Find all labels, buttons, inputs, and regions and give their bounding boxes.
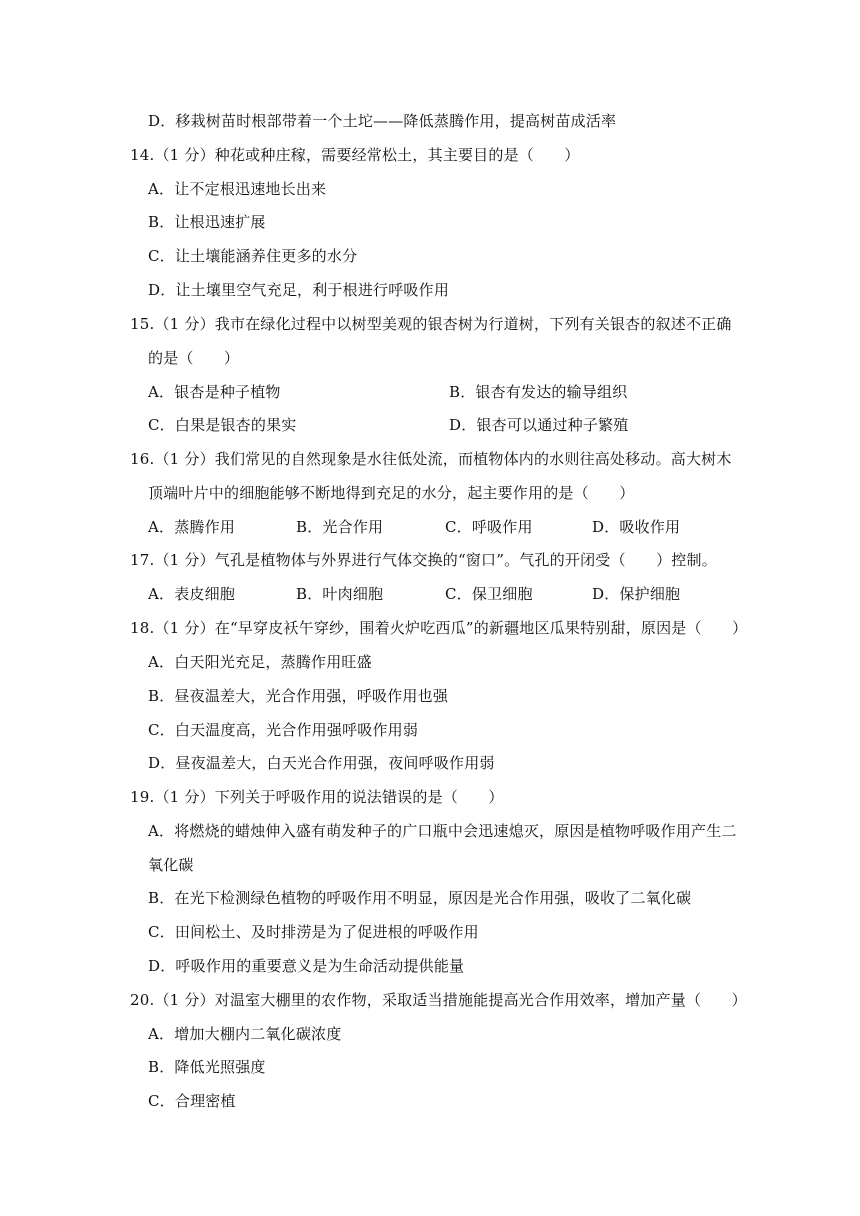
- q19-option-c: C．田间松土、及时排涝是为了促进根的呼吸作用: [148, 923, 479, 941]
- q19-option-d: D．呼吸作用的重要意义是为生命活动提供能量: [148, 957, 465, 975]
- q17-option-a: A．表皮细胞: [148, 585, 236, 603]
- q16-stem: 16.（1 分）我们常见的自然现象是水往低处流，而植物体内的水则往高处移动。高大树木: [130, 450, 732, 468]
- q18-option-d: D．昼夜温差大，白天光合作用强，夜间呼吸作用弱: [148, 754, 495, 772]
- q17-option-b: B．叶肉细胞: [296, 585, 384, 603]
- q19-option-a: A．将燃烧的蜡烛伸入盛有萌发种子的广口瓶中会迅速熄灭，原因是植物呼吸作用产生二: [148, 822, 737, 840]
- q18-stem: 18.（1 分）在“早穿皮袄午穿纱，围着火炉吃西瓜”的新疆地区瓜果特别甜，原因是（ ）: [130, 619, 748, 637]
- q16-option-d: D．吸收作用: [592, 518, 681, 536]
- q14-option-b: B．让根迅速扩展: [148, 213, 266, 231]
- q14-option-a: A．让不定根迅速地长出来: [148, 180, 327, 198]
- q15-option-d: D．银杏可以通过种子繁殖: [449, 416, 629, 434]
- q15-option-a: A．银杏是种子植物: [148, 383, 281, 401]
- q19-option-b: B．在光下检测绿色植物的呼吸作用不明显，原因是光合作用强，吸收了二氧化碳: [148, 889, 692, 907]
- q14-stem: 14.（1 分）种花或种庄稼，需要经常松土，其主要目的是（ ）: [130, 146, 580, 164]
- q18-option-a: A．白天阳光充足，蒸腾作用旺盛: [148, 653, 372, 671]
- q14-option-d: D．让土壤里空气充足，利于根进行呼吸作用: [148, 281, 450, 299]
- q17-option-d: D．保护细胞: [592, 585, 681, 603]
- q15-option-b: B．银杏有发达的输导组织: [449, 383, 628, 401]
- q19-stem: 19.（1 分）下列关于呼吸作用的说法错误的是（ ）: [130, 788, 504, 806]
- q17-stem: 17.（1 分）气孔是植物体与外界进行气体交换的“窗口”。气孔的开闭受（ ）控制。: [130, 551, 717, 569]
- q17-option-c: C．保卫细胞: [445, 585, 533, 603]
- q18-option-b: B．昼夜温差大，光合作用强，呼吸作用也强: [148, 687, 449, 705]
- q16-option-a: A．蒸腾作用: [148, 518, 236, 536]
- q20-stem: 20.（1 分）对温室大棚里的农作物，采取适当措施能提高光合作用效率，增加产量（ ）: [130, 991, 747, 1009]
- q15-option-c: C．白果是银杏的果实: [148, 416, 297, 434]
- q15-stem: 15.（1 分）我市在绿化过程中以树型美观的银杏树为行道树，下列有关银杏的叙述不正确: [130, 315, 732, 333]
- q20-option-b: B．降低光照强度: [148, 1058, 266, 1076]
- q14-option-c: C．让土壤能涵养住更多的水分: [148, 247, 358, 265]
- q20-option-a: A．增加大棚内二氧化碳浓度: [148, 1025, 342, 1043]
- q13-option-d: D．移栽树苗时根部带着一个土坨——降低蒸腾作用，提高树苗成活率: [148, 112, 617, 130]
- q16-option-b: B．光合作用: [296, 518, 384, 536]
- q19-option-a-continued: 氧化碳: [148, 856, 194, 874]
- q15-stem-continued: 的是（ ）: [148, 349, 240, 367]
- q20-option-c: C．合理密植: [148, 1092, 236, 1110]
- q16-stem-continued: 顶端叶片中的细胞能够不断地得到充足的水分，起主要作用的是（ ）: [148, 484, 635, 502]
- q16-option-c: C．呼吸作用: [445, 518, 533, 536]
- q18-option-c: C．白天温度高，光合作用强呼吸作用弱: [148, 721, 419, 739]
